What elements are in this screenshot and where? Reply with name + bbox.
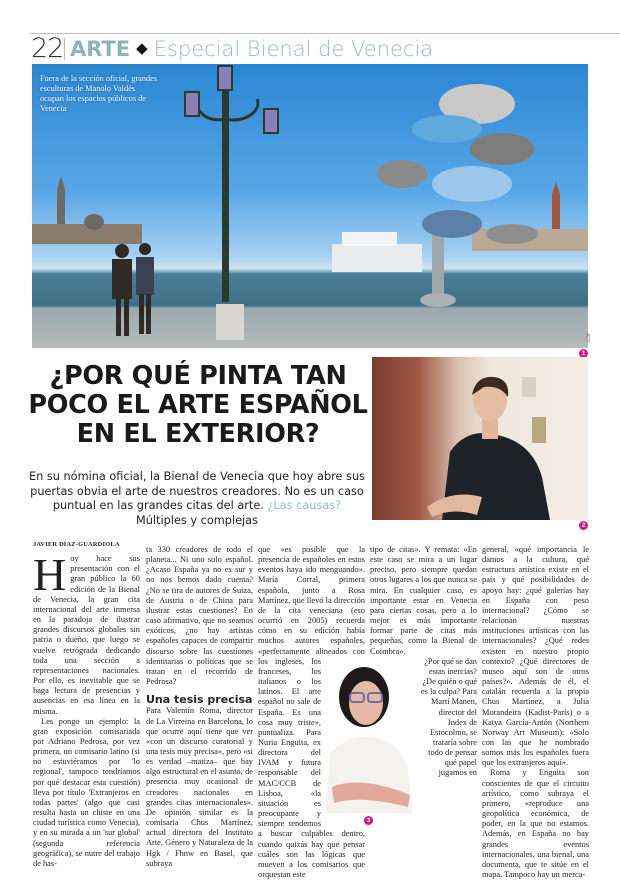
subsection-name: Especial Bienal de Venecia <box>153 37 434 61</box>
photo-credit: AFP <box>584 333 590 343</box>
section-name: ARTE <box>70 37 131 61</box>
section-subheading: Una tesis precisa <box>146 693 253 707</box>
diamond-icon: ◆ <box>136 39 148 57</box>
subhead-text: En su nómina oficial, la Bienal de Venecia que hoy abre sus puertas obvia el arte de nuestros creadores. No es un caso puntual en las grandes citas del arte. <box>28 470 365 512</box>
paragraph: Les pongo un ejemplo: la gran exposición comisariada por Adriano Pedrosa, por vez primera, un comisario latino (si no estuviéramos por 'lo regional', tampoco tendríamos por qué destacar esta cuestión) lleva por título 'Extranjeros en todas partes' (algo que casi resulta hasta un chiste en una ciudad turística como Venecia), y en su mirada a un 'sur global' (segunda referencia geográfica), se nutre del trabajo de has- <box>33 716 140 868</box>
paragraph: Para Valentín Roma, director de La Virreina en Barcelona, lo que ocurre aquí tiene que ver «con un discurso curatorial y una tesis muy precisa», pero «si es verdad –matiza– que hay algo estructural en el asunto, de presencia muy ocasional de creadores nacionales en grandes citas internacionales». De opinión similar es la comisaria Chus Martínez, actual directora del Instituto Arte, Género y Naturaleza de la Hgk / Fhnw en Basel, que subraya <box>146 706 253 868</box>
portrait-photo-woman <box>322 665 415 813</box>
paragraph: general, «qué importancia le damos a la cultura, qué estructura artística existe en el país y qué posibilidades de apoyo hay: ¿qué galerías hay en España con peso internacional? ¿Cómo se relacionan nuestras instituciones artísticas con las internacionales? ¿Qué redes existen en nuestro propio contexto? ¿Qué directores de museo aquí son de otros países?». Además de él, el catalán recuerda a la propia Chus Martínez, a Julia Morandeira (Kadist-París) o a Katya García-Antón (Northern Norway Art Museum): «Solo con las que he nombrado somos más los españoles fuera que los extranjeros aquí». <box>482 545 589 768</box>
paragraph: tipo de citas». Y remata: «En este caso se mira a un lugar preciso, pero siempre quedan otros lugares a los que nunca se mira. En cualquier caso, es importante estar en Venecia para ciertas cosas, pero a lo mejor es más importante formar parte de citas más pequeñas, como la Bienal de Coimbra». <box>370 545 477 656</box>
photo-caption: Fuera de la sección oficial, grandes esculturas de Manolo Valdés ocupan los espacios públicos de Venecia <box>40 74 158 113</box>
photo-number-badge: 2 <box>579 521 588 530</box>
header-divider <box>64 38 65 60</box>
photo-number-badge: 1 <box>579 349 588 358</box>
header-rule <box>30 33 620 34</box>
venice-photo <box>32 64 588 348</box>
byline: JAVIER DÍAZ-GUARDIOLA <box>33 541 120 548</box>
portrait-photo-man <box>372 357 588 520</box>
paragraph-text: oy hace sus presentación con el gran público la 60 edición de la Bienal de Venecia, la gran cita internacional del arte inmersa en la paradoja de ilustrar grandes discursos globales sin patria o dueño, que luego se vuelve retrógrada dedicando toda una sección a representaciones nacionales. Por ello, es inevitable que se haga lectura de presencias y ausencias en esa línea en la misma. <box>33 554 140 716</box>
headline: ¿POR QUÉ PINTA TAN POCO EL ARTE ESPAÑOL EN EL EXTERIOR? <box>28 361 368 449</box>
paragraph: ¿Por qué se dan estas inercias? ¿De quién o qué es la culpa? Para Martí Manen, director del Index de Estocolmo, se trataría sobre todo de pensar qué papel jugamos en <box>420 656 477 778</box>
man-portrait <box>372 357 588 520</box>
paragraph: ta 330 creadores de todo el planeta... Ni uno solo español. ¿Acaso España ya no es sur y no nos hemos dado cuenta? ¿No se tira de autores de Suiza, de Austria o de China para ilustrar estas cuestiones? En caso afirmativo, que no seamos exóticos, ¿no hay artistas españoles capaces de compartir discurso sobre las cuestiones identitarias o políticas que se tratan en el recorrido de Pedrosa? <box>146 545 253 687</box>
article-column-1 <box>33 540 140 869</box>
subhead-accent: ¿Las causas? <box>267 499 342 512</box>
section-header <box>70 37 433 61</box>
page-number: 22 <box>31 33 64 64</box>
subhead-tail: Múltiples y complejas <box>136 513 258 527</box>
photo-number-badge: 3 <box>364 816 373 825</box>
article-column-2 <box>146 545 253 869</box>
paragraph: Roma y Enguita son conscientes de que el circuito artístico, como subraya el primero, «reproduce una geopolítica económica, de poder, en la que no estamos. Además, en España no hay grandes eventos internacionales, una bienal, una documenta, que te sitúe en el mapa. Tampoco hay un merca- <box>482 768 589 879</box>
woman-portrait <box>322 665 415 813</box>
subheadline <box>26 470 368 528</box>
paragraph <box>33 549 140 717</box>
article-column-5 <box>482 545 589 880</box>
paragraph: que «es posible que la presencia de españoles en estos eventos haya ido menguando». María Corral, primera española, junto a Rosa Martínez, que llevó la dirección de la cita veneciana (eso ocurrió en 2005) recuerda cómo en su edición había muchos autores españoles, «perfectamente alineados con los ingleses, los franceses, los italianos o los latinos. El arte español no sale de España. Es una cosa muy triste», puntualiza. Para Nuria Enguita, ex directora del IVAM y futura responsable del MAC/CCB de Lisboa, «la situación es preocupante y siempre tendemos a buscar culpables dentro, cuando quizás hay que pensar cuáles son las lógicas que mueven a los comisarios que orquestan este <box>258 545 365 879</box>
drop-cap: H <box>33 549 67 601</box>
